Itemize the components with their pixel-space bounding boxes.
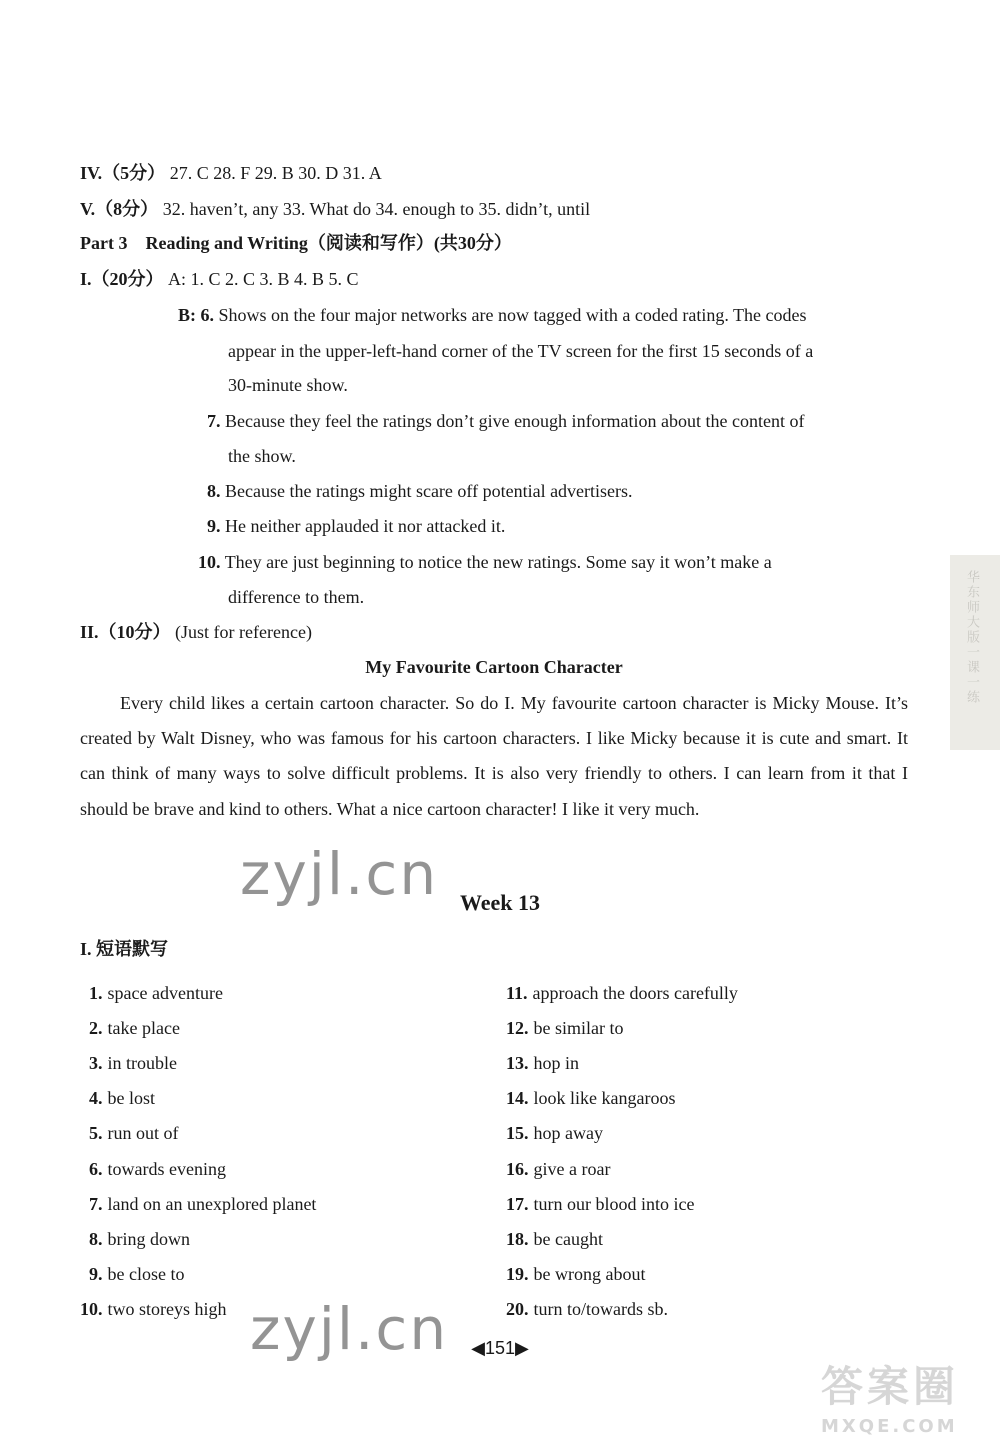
phrase-number: 14. [506,1088,529,1109]
phrase-item [89,984,223,1002]
phrase-item [506,1089,675,1107]
phrase-section-heading: I. 短语默写 [80,939,169,959]
phrase-item [89,1195,316,1213]
phrase-number: 11. [506,983,528,1003]
phrase-number: 15. [506,1123,529,1144]
answer-b8-number: 8. [207,481,221,501]
part3-heading: Part 3 Reading and Writing（阅读和写作）(共30分） [80,233,512,253]
section-v-answers: 32. haven’t, any 33. What do 34. enough to 35. didn’t, until [162,199,591,219]
phrase-number: 2. [89,1018,103,1039]
phrase-text: two storeys high [107,1298,227,1319]
corner-logo [821,1354,986,1439]
phrase-number: 8. [89,1228,103,1249]
phrase-number: 7. [89,1193,103,1214]
phrase-item [506,1019,623,1037]
section-ii-label: II.（10分） [80,622,171,642]
section-v-label: V.（8分） [80,199,159,219]
section-ii [80,623,312,641]
watermark: zyjl.cn [250,1295,449,1363]
section-iv [80,164,382,182]
section-iv-answers: 27. C 28. F 29. B 30. D 31. A [169,163,382,183]
phrase-item [89,1019,180,1037]
section-i-a-answers: A: 1. C 2. C 3. B 4. B 5. C [168,269,359,289]
essay-title: My Favourite Cartoon Character [365,657,623,677]
phrase-item [506,1124,603,1142]
phrase-item [89,1265,184,1283]
phrase-number: 20. [506,1298,529,1319]
phrase-item [89,1160,226,1178]
phrase-item [89,1230,190,1248]
essay-body: Every child likes a certain cartoon character. So do I. My favourite cartoon character is Micky Mouse. It’s created by Walt Disney, who was famous for his cartoon characters. I like Micky because it is cute and smart. It can think of many ways to solve difficult problems. It is also very friendly to others. I can learn from it that I should be brave and kind to others. What a nice cartoon character! I like it very much. [80,693,908,819]
phrase-number: 5. [89,1123,103,1144]
answer-b8 [207,482,633,500]
phrase-number: 16. [506,1158,529,1179]
phrase-text: take place [107,1018,180,1039]
phrase-item [506,1054,579,1072]
phrase-text: be close to [107,1263,185,1284]
answer-b9-text: He neither applauded it nor attacked it. [225,516,506,536]
answer-b10-line2: difference to them. [228,587,365,607]
phrase-item [506,1195,694,1213]
phrase-text: be wrong about [533,1263,646,1284]
phrase-number: 19. [506,1263,529,1284]
answer-b6-line2: appear in the upper-left-hand corner of the TV screen for the first 15 seconds of a [228,341,814,361]
phrase-text: space adventure [107,983,223,1003]
answer-b7-text1: Because they feel the ratings don’t give enough information about the content of [225,411,805,431]
answer-b6-number: B: 6. [178,305,214,325]
phrase-text: run out of [107,1123,179,1144]
phrase-text: look like kangaroos [533,1088,676,1109]
phrase-text: turn our blood into ice [533,1193,695,1214]
phrase-text: in trouble [107,1053,177,1074]
phrase-item [506,1230,603,1248]
phrase-text: hop in [533,1053,580,1074]
phrase-item [506,1160,610,1178]
watermark: zyjl.cn [240,840,439,908]
answer-b6-text1: Shows on the four major networks are now tagged with a coded rating. The codes [218,305,807,325]
phrase-number: 13. [506,1053,529,1074]
answer-b10-line1 [198,553,772,571]
prev-page-icon: ◀ [471,1338,485,1358]
phrase-item [506,1265,645,1283]
phrase-number: 6. [89,1158,103,1179]
phrase-number: 12. [506,1018,529,1039]
answer-b10-text1: They are just beginning to notice the new ratings. Some say it won’t make a [224,552,772,572]
section-v [80,200,590,218]
answer-b10-number: 10. [198,552,221,572]
phrase-number: 10. [80,1298,103,1319]
phrase-item [506,984,738,1002]
phrase-text: turn to/towards sb. [533,1298,668,1319]
next-page-icon: ▶ [515,1338,529,1358]
phrase-text: be caught [533,1228,603,1249]
phrase-number: 17. [506,1193,529,1214]
phrase-item [506,1300,668,1318]
section-i-label: I.（20分） [80,269,164,289]
answer-b7-number: 7. [207,411,221,431]
phrase-text: land on an unexplored planet [107,1193,317,1214]
phrase-item [80,1300,227,1318]
phrase-text: hop away [533,1123,603,1144]
side-tab-label: 华东师大版一课一练 [965,570,980,705]
page-number-value: 151 [484,1338,516,1358]
phrase-number: 9. [89,1263,103,1284]
answer-b6-line3: 30-minute show. [228,375,348,395]
section-i-a [80,270,359,288]
answer-b9 [207,517,505,535]
phrase-text: bring down [107,1228,190,1249]
answer-b9-number: 9. [207,516,221,536]
answer-b7-line2: the show. [228,446,296,466]
section-ii-note: (Just for reference) [175,622,312,642]
answer-b7-line1 [207,412,805,430]
corner-logo-line1: 答案圈 [821,1362,960,1411]
phrase-item [89,1054,177,1072]
answer-b6-line1 [178,306,807,324]
week-heading: Week 13 [459,890,541,915]
phrase-text: approach the doors carefully [532,983,738,1003]
phrase-number: 18. [506,1228,529,1249]
phrase-number: 1. [89,983,103,1003]
phrase-number: 3. [89,1053,103,1074]
phrase-item [89,1124,179,1142]
phrase-item [89,1089,155,1107]
answer-b8-text: Because the ratings might scare off potential advertisers. [225,481,633,501]
phrase-text: towards evening [107,1158,226,1179]
phrase-text: be lost [107,1088,155,1109]
phrase-text: give a roar [533,1158,611,1179]
phrase-text: be similar to [533,1018,624,1039]
corner-logo-line2: MXQE.COM [821,1416,958,1437]
phrase-number: 4. [89,1088,103,1109]
section-iv-label: IV.（5分） [80,163,166,183]
